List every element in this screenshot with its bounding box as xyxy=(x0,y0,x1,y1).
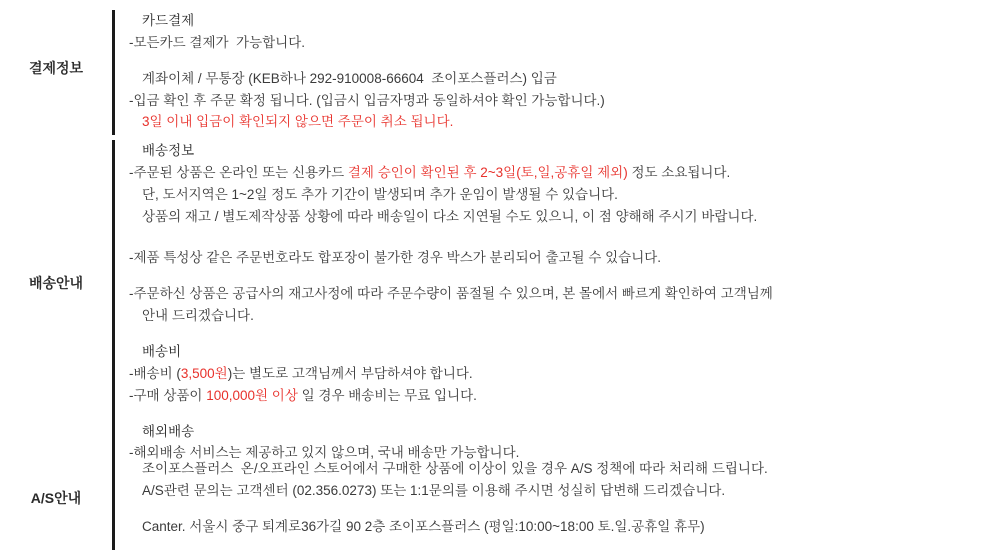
as-info-body xyxy=(112,458,982,550)
shipping-stock-delay-line: 상품의 재고 / 별도제작상품 상황에 따라 배송일이 다소 지연될 수도 있으니, 이 점 양해해 주시기 바랍니다. xyxy=(142,208,758,224)
payment-info-label: 결제정보 xyxy=(28,60,84,76)
shipping-split-box-line: -제품 특성상 같은 주문번호라도 합포장이 불가한 경우 박스가 분리되어 출고될 수 있습니다. xyxy=(129,250,662,266)
free-shipping-threshold: 100,000원 이상 xyxy=(206,387,298,403)
shipping-line1-highlight: 결제 승인이 확인된 후 2~3일(토,일,공휴일 제외) xyxy=(347,164,628,180)
free-shipping-pre: -구매 상품이 xyxy=(129,387,207,403)
as-policy-line: 조이포스플러스 온/오프라인 스토어에서 구매한 상품에 이상이 있을 경우 A/S 정책에 따라 처리해 드립니다. xyxy=(142,461,768,476)
as-info-label: A/S안내 xyxy=(30,490,82,506)
shipping-info-label: 배송안내 xyxy=(28,275,84,291)
as-contact-line: A/S관련 문의는 고객센터 (02.356.0273) 또는 1:1문의를 이용해 주시면 성실히 답변해 드리겠습니다. xyxy=(142,482,726,498)
free-shipping-post: 일 경우 배송비는 무료 입니다. xyxy=(297,387,477,403)
spacer xyxy=(129,227,982,247)
free-shipping-line xyxy=(129,385,982,407)
shipping-soldout-line: -주문하신 상품은 공급사의 재고사정에 따라 주문수량이 품절될 수 있으며, 본 몰에서 빠르게 확인하여 고객님께 xyxy=(129,286,773,302)
shipping-fee-heading: 배송비 xyxy=(142,344,182,360)
shipping-remote-area-line: 단, 도서지역은 1~2일 정도 추가 기간이 발생되며 추가 운임이 발생될 수 있습니다. xyxy=(142,186,618,202)
payment-info-section xyxy=(0,10,982,135)
shipping-fee-line xyxy=(129,363,982,385)
spacer xyxy=(129,327,982,341)
store-address-line: Canter. 서울시 중구 퇴계로36가길 90 2층 조이포스플러스 (평일:10:00~18:00 토.일.공휴일 휴무) xyxy=(142,518,705,534)
shipping-info-body xyxy=(112,140,982,466)
overseas-shipping-heading: 해외배송 xyxy=(142,423,195,439)
spacer xyxy=(129,54,982,68)
shipping-line1-pre: -주문된 상품은 온라인 또는 신용카드 xyxy=(129,164,348,180)
overseas-shipping-line: -해외배송 서비스는 제공하고 있지 않으며, 국내 배송만 가능합니다. xyxy=(129,445,520,461)
spacer xyxy=(129,502,982,516)
shipping-fee-pre: -배송비 ( xyxy=(129,365,181,381)
shipping-info-section xyxy=(0,140,982,466)
shipping-line1-post: 정도 소요됩니다. xyxy=(627,164,731,180)
shipping-soldout-line-cont: 안내 드리겠습니다. xyxy=(142,308,254,324)
as-info-section xyxy=(0,458,982,550)
payment-warning-text: 3일 이내 입금이 확인되지 않으면 주문이 취소 됩니다. xyxy=(142,114,454,130)
bank-transfer-line: -입금 확인 후 주문 확정 됩니다. (입금시 입금자명과 동일하셔야 확인 가능합니다.) xyxy=(129,92,605,108)
shipping-fee-amount: 3,500원 xyxy=(180,365,228,381)
payment-info-body xyxy=(112,10,982,135)
spacer xyxy=(129,269,982,283)
spacer xyxy=(129,407,982,421)
bank-transfer-heading: 계좌이체 / 무통장 (KEB하나 292-910008-66604 조이포스플러스) 입금 xyxy=(142,70,557,86)
shipping-delivery-time-line xyxy=(129,162,982,184)
shipping-info-heading: 배송정보 xyxy=(142,143,195,158)
card-payment-heading: 카드결제 xyxy=(142,13,195,28)
shipping-fee-post: )는 별도로 고객님께서 부담하셔야 합니다. xyxy=(227,365,473,381)
card-payment-line: -모든카드 결제가 가능합니다. xyxy=(129,34,305,50)
